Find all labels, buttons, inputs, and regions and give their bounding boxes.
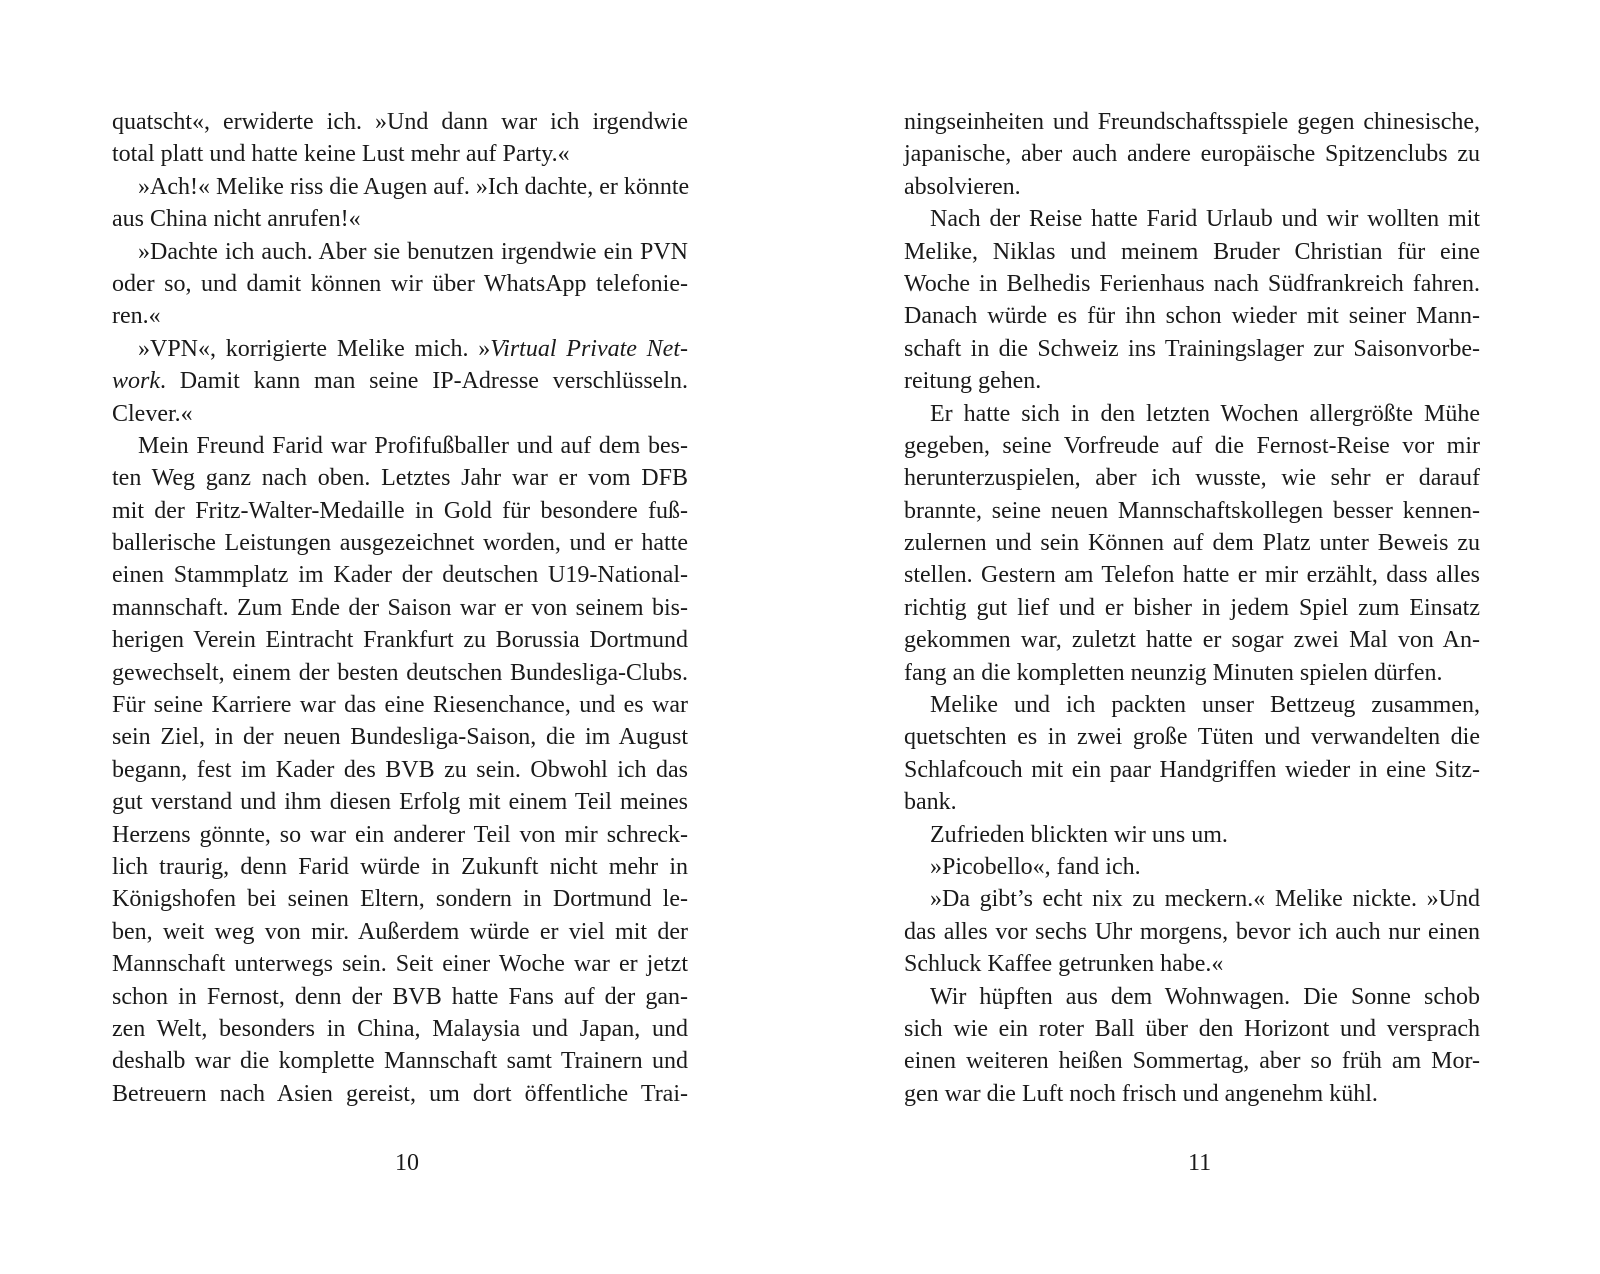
text-line bbox=[112, 365, 688, 397]
text-line: Herzens gönnte, so war ein anderer Teil von mir schreck- bbox=[112, 821, 688, 848]
text-line: gut verstand und ihm diesen Erfolg mit einem Teil meines bbox=[112, 789, 688, 816]
text-line: Mein Freund Farid war Profifußballer und auf dem bes- bbox=[138, 432, 688, 459]
text-line: japanische, aber auch andere europäische Spitzenclubs zu bbox=[904, 141, 1480, 168]
text-line: oder so, und damit können wir über WhatsApp telefonie- bbox=[112, 270, 688, 297]
text-line: Nach der Reise hatte Farid Urlaub und wir wollten mit bbox=[930, 206, 1480, 233]
text-line: »Da gibt’s echt nix zu meckern.« Melike nickte. »Und bbox=[930, 886, 1480, 913]
text-line: Melike und ich packten unser Bettzeug zusammen, bbox=[930, 692, 1480, 719]
text-line: lich traurig, denn Farid würde in Zukunft nicht mehr in bbox=[112, 853, 688, 880]
text-line: schon in Fernost, denn der BVB hatte Fans auf der gan- bbox=[112, 983, 688, 1010]
text-line: aus China nicht anrufen!« bbox=[112, 206, 361, 233]
text-line: Schlafcouch mit ein paar Handgriffen wieder in eine Sitz- bbox=[904, 756, 1480, 783]
text-line: ben, weit weg von mir. Außerdem würde er viel mit der bbox=[112, 918, 688, 945]
italic-phrase: work bbox=[112, 368, 160, 395]
text-line: ballerische Leistungen ausgezeichnet worden, und er hatte bbox=[112, 530, 688, 557]
text-line: Mannschaft unterwegs sein. Seit einer Woche war er jetzt bbox=[112, 951, 688, 978]
text-line: Königshofen bei seinen Eltern, sondern in Dortmund le- bbox=[112, 886, 688, 913]
text-line: richtig gut lief und er bisher in jedem Spiel zum Einsatz bbox=[904, 594, 1480, 621]
text-line: bank. bbox=[904, 789, 957, 816]
text-line: zen Welt, besonders in China, Malaysia und Japan, und bbox=[112, 1015, 688, 1042]
text-line: absolvieren. bbox=[904, 173, 1021, 200]
text-line: einen Stammplatz im Kader der deutschen U19-National- bbox=[112, 562, 688, 589]
text-line: brannte, seine neuen Mannschaftskollegen besser kennen- bbox=[904, 497, 1480, 524]
right-page-text bbox=[904, 106, 1480, 1110]
text-line: Danach würde es für ihn schon wieder mit seiner Mann- bbox=[904, 303, 1480, 330]
text-line: gewechselt, einem der besten deutschen Bundesliga-Clubs. bbox=[112, 659, 688, 686]
text-line: reitung gehen. bbox=[904, 368, 1042, 395]
text-line bbox=[112, 333, 688, 365]
text-line: sein Ziel, in der neuen Bundesliga-Saison, die im August bbox=[112, 724, 688, 751]
italic-phrase: Virtual Private Net- bbox=[490, 335, 688, 362]
text-line: begann, fest im Kader des BVB zu sein. Obwohl ich das bbox=[112, 756, 688, 783]
page-number-left: 10 bbox=[395, 1150, 419, 1176]
text-line: Schluck Kaffee getrunken habe.« bbox=[904, 951, 1224, 978]
text-line: Woche in Belhedis Ferienhaus nach Südfrankreich fahren. bbox=[904, 270, 1480, 297]
text-line: das alles vor sechs Uhr morgens, bevor ich auch nur einen bbox=[904, 918, 1480, 945]
text-line: ten Weg ganz nach oben. Letztes Jahr war er vom DFB bbox=[112, 465, 688, 492]
text-line: deshalb war die komplette Mannschaft samt Trainern und bbox=[112, 1048, 688, 1075]
text-segment: »VPN«, korrigierte Melike mich. » bbox=[138, 335, 491, 362]
text-line: sich wie ein roter Ball über den Horizont und versprach bbox=[904, 1015, 1480, 1042]
text-line: zulernen und sein Können auf dem Platz unter Beweis zu bbox=[904, 530, 1480, 557]
text-line: quatscht«, erwiderte ich. »Und dann war ich irgendwie bbox=[112, 109, 688, 135]
text-line: Betreuern nach Asien gereist, um dort öffentliche Trai- bbox=[112, 1080, 688, 1107]
text-line: ren.« bbox=[112, 303, 161, 330]
text-line: Zufrieden blickten wir uns um. bbox=[930, 821, 1228, 848]
text-line: herigen Verein Eintracht Frankfurt zu Borussia Dortmund bbox=[112, 627, 688, 654]
text-line: Clever.« bbox=[112, 400, 193, 427]
text-line: gekommen war, zuletzt hatte er sogar zwei Mal von An- bbox=[904, 627, 1480, 654]
text-line: herunterzuspielen, aber ich wusste, wie sehr er darauf bbox=[904, 465, 1480, 492]
text-line: Melike, Niklas und meinem Bruder Christian für eine bbox=[904, 238, 1480, 265]
text-line: einen weiteren heißen Sommertag, aber so früh am Mor- bbox=[904, 1048, 1480, 1075]
text-line: schaft in die Schweiz ins Trainingslager zur Saisonvorbe- bbox=[904, 335, 1480, 362]
text-line: »Ach!« Melike riss die Augen auf. »Ich dachte, er könnte bbox=[138, 173, 690, 200]
text-line: Er hatte sich in den letzten Wochen allergrößte Mühe bbox=[930, 400, 1480, 427]
text-line: stellen. Gestern am Telefon hatte er mir erzählt, dass alles bbox=[904, 562, 1480, 589]
text-line: ningseinheiten und Freundschaftsspiele gegen chinesische, bbox=[904, 109, 1480, 135]
left-page-text bbox=[112, 106, 688, 1110]
text-line: total platt und hatte keine Lust mehr auf Party.« bbox=[112, 141, 570, 168]
page-number-right: 11 bbox=[1188, 1150, 1212, 1176]
text-segment: . Damit kann man seine IP-Adresse verschlüsseln. bbox=[160, 368, 688, 395]
text-line: Wir hüpften aus dem Wohnwagen. Die Sonne schob bbox=[930, 983, 1480, 1010]
text-line: quetschten es in zwei große Tüten und verwandelten die bbox=[904, 724, 1480, 751]
text-line: gegeben, seine Vorfreude auf die Fernost-Reise vor mir bbox=[904, 432, 1480, 459]
text-line: »Picobello«, fand ich. bbox=[930, 853, 1141, 880]
text-line: mit der Fritz-Walter-Medaille in Gold für besondere fuß- bbox=[112, 497, 688, 524]
text-line: gen war die Luft noch frisch und angenehm kühl. bbox=[904, 1080, 1378, 1107]
text-line: Für seine Karriere war das eine Riesenchance, und es war bbox=[112, 692, 688, 719]
text-line: mannschaft. Zum Ende der Saison war er von seinem bis- bbox=[112, 594, 688, 621]
text-line: »Dachte ich auch. Aber sie benutzen irgendwie ein PVN bbox=[138, 238, 688, 265]
text-line: fang an die kompletten neunzig Minuten spielen dürfen. bbox=[904, 659, 1443, 686]
